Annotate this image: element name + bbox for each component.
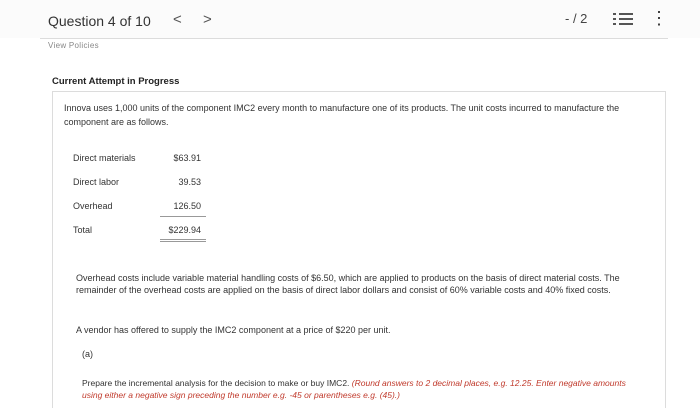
next-question-button[interactable]: >	[203, 11, 212, 28]
question-panel	[52, 91, 666, 408]
cost-value-overhead: 126.50	[173, 201, 201, 211]
view-policies-link[interactable]: View Policies	[48, 41, 99, 50]
part-a-label: (a)	[82, 349, 93, 359]
overhead-note: Overhead costs include variable material handling costs of $6.50, which are applied to products on the basis of direct material costs. The remainder of the overhead costs are applied on the basis of direct labor dollars and consist of 60% variable costs and 40% fixed costs.	[76, 273, 620, 295]
cost-value-direct-labor: 39.53	[178, 177, 201, 187]
attempt-heading: Current Attempt in Progress	[52, 76, 180, 87]
cost-value-total: $229.94	[168, 225, 201, 235]
cost-label-total: Total	[73, 225, 93, 235]
cost-label-overhead: Overhead	[73, 201, 113, 211]
question-list-icon[interactable]	[613, 12, 633, 26]
vendor-note: A vendor has offered to supply the IMC2 component at a price of $220 per unit.	[76, 325, 391, 335]
total-double-rule	[160, 239, 206, 242]
top-bar	[0, 0, 700, 38]
part-a-instruction	[82, 377, 642, 401]
header-divider	[40, 38, 668, 39]
subtotal-rule	[160, 216, 206, 217]
more-options-icon[interactable]: ⋮	[650, 8, 668, 28]
question-counter: Question 4 of 10	[48, 13, 151, 29]
cost-label-direct-materials: Direct materials	[73, 153, 136, 163]
previous-question-button[interactable]: <	[173, 11, 182, 28]
instruction-hint: (Round answers to 2 decimal places, e.g. 12.25. Enter negative amounts using either a negative sign preceding the number e.g. -45 or parentheses e.g. (45).)	[82, 378, 626, 400]
question-score: - / 2	[565, 11, 588, 26]
cost-value-direct-materials: $63.91	[173, 153, 201, 163]
cost-label-direct-labor: Direct labor	[73, 177, 120, 187]
instruction-text: Prepare the incremental analysis for the decision to make or buy IMC2.	[82, 378, 350, 388]
question-intro: Innova uses 1,000 units of the component IMC2 every month to manufacture one of its products. The unit costs incurred to manufacture the component are as follows.	[64, 103, 620, 127]
